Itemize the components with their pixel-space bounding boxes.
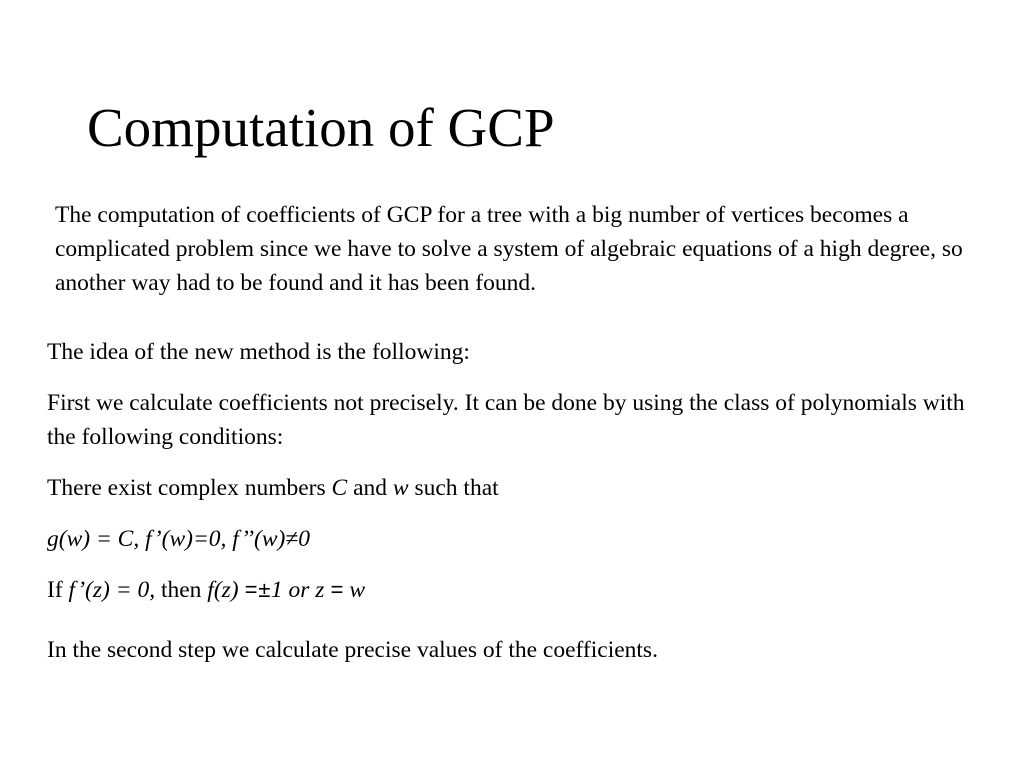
condition-2-derivative: f’(z) = 0, xyxy=(68,577,156,603)
condition-2-eq-pm: =± xyxy=(244,579,271,604)
condition-2-w: w xyxy=(343,577,366,603)
intro-paragraph: The computation of coefficients of GCP for a tree with a big number of vertices becomes a complicated problem since we have to solve a system of algebraic equations of a high degree, so another way had to be found and it has been found. xyxy=(55,202,963,296)
variable-c: C xyxy=(331,475,348,501)
first-step-paragraph: First we calculate coefficients not precisely. It can be done by using the class of polynomials with the following conditions: xyxy=(47,390,965,450)
variable-w: w xyxy=(392,475,409,501)
existence-line xyxy=(47,471,987,505)
condition-2-if: If xyxy=(47,577,69,603)
condition-2-then: then xyxy=(155,577,208,603)
condition-line-1 xyxy=(47,522,987,556)
existence-and: and xyxy=(347,475,393,501)
condition-2-fz: f(z) xyxy=(207,577,245,603)
condition-1-formula: g(w) = C, f’(w)=0, f’’(w)≠0 xyxy=(47,526,311,552)
second-step-line: In the second step we calculate precise values of the coefficients. xyxy=(47,637,658,663)
existence-prefix: There exist complex numbers xyxy=(47,475,332,501)
condition-line-2 xyxy=(47,573,987,609)
condition-2-one-or-z: 1 or z xyxy=(270,577,331,603)
existence-suffix: such that xyxy=(408,475,499,501)
idea-line: The idea of the new method is the following: xyxy=(47,339,470,365)
slide-title: Computation of GCP xyxy=(87,97,555,158)
condition-2-eq: = xyxy=(330,579,344,604)
